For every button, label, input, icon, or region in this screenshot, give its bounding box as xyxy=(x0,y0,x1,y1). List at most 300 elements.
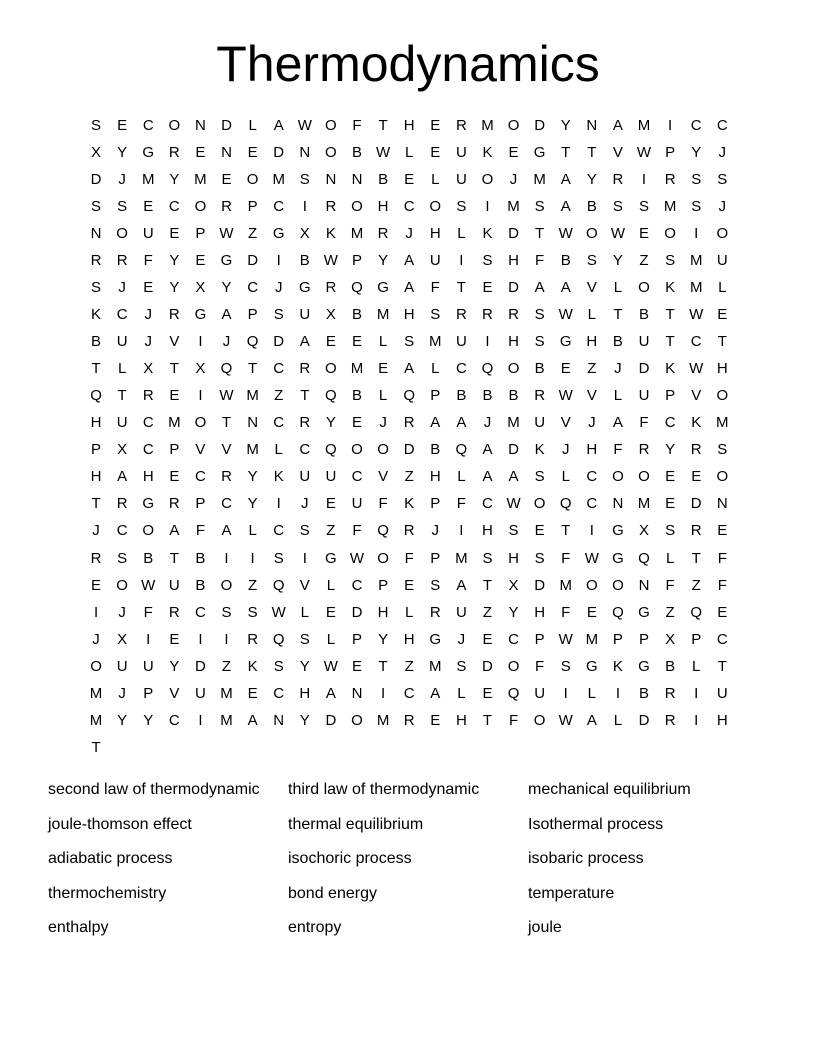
grid-letter[interactable]: J xyxy=(144,333,152,351)
grid-letter[interactable]: E xyxy=(143,198,154,216)
grid-letter[interactable]: W xyxy=(558,711,573,729)
grid-letter[interactable]: W xyxy=(323,252,338,270)
grid-letter[interactable]: J xyxy=(405,225,413,243)
grid-letter[interactable]: S xyxy=(273,306,284,324)
grid-letter[interactable]: B xyxy=(639,684,650,702)
grid-letter[interactable]: C xyxy=(586,495,598,513)
grid-letter[interactable]: F xyxy=(717,549,727,567)
grid-letter[interactable]: S xyxy=(534,333,545,351)
grid-letter[interactable]: B xyxy=(560,252,571,270)
grid-letter[interactable]: B xyxy=(612,333,623,351)
grid-letter[interactable]: S xyxy=(456,657,467,675)
grid-letter[interactable]: U xyxy=(455,603,467,621)
grid-letter[interactable]: E xyxy=(91,576,102,594)
grid-letter[interactable]: O xyxy=(377,441,389,459)
grid-letter[interactable]: I xyxy=(694,684,699,702)
grid-letter[interactable]: D xyxy=(325,711,337,729)
grid-letter[interactable]: E xyxy=(665,468,676,486)
grid-letter[interactable]: I xyxy=(589,522,594,540)
grid-letter[interactable]: E xyxy=(247,684,258,702)
grid-letter[interactable]: H xyxy=(455,711,467,729)
grid-letter[interactable]: P xyxy=(247,198,258,216)
grid-letter[interactable]: R xyxy=(690,441,702,459)
grid-letter[interactable]: R xyxy=(221,198,232,216)
grid-letter[interactable]: U xyxy=(638,333,650,351)
grid-letter[interactable]: P xyxy=(534,630,545,648)
grid-letter[interactable]: Y xyxy=(169,279,180,297)
grid-letter[interactable]: H xyxy=(534,603,546,621)
grid-letter[interactable]: F xyxy=(378,495,388,513)
grid-letter[interactable]: S xyxy=(560,657,571,675)
grid-letter[interactable]: I xyxy=(485,198,490,216)
grid-letter[interactable]: A xyxy=(586,711,597,729)
grid-letter[interactable]: C xyxy=(142,441,154,459)
grid-letter[interactable]: N xyxy=(247,414,259,432)
grid-letter[interactable]: U xyxy=(116,657,128,675)
grid-letter[interactable]: H xyxy=(403,117,415,134)
grid-letter[interactable]: W xyxy=(636,144,652,162)
grid-letter[interactable]: S xyxy=(117,549,128,567)
grid-letter[interactable]: T xyxy=(561,522,571,540)
grid-letter[interactable]: B xyxy=(639,306,650,324)
grid-letter[interactable]: E xyxy=(665,495,676,513)
grid-letter[interactable]: N xyxy=(195,117,206,134)
grid-letter[interactable]: D xyxy=(351,603,363,621)
grid-letter[interactable]: S xyxy=(482,252,493,270)
grid-letter[interactable]: E xyxy=(534,522,545,540)
grid-letter[interactable]: G xyxy=(638,657,650,675)
grid-letter[interactable]: S xyxy=(299,522,310,540)
grid-letter[interactable]: T xyxy=(665,306,675,324)
grid-letter[interactable]: Z xyxy=(248,576,258,594)
grid-letter[interactable]: S xyxy=(665,522,676,540)
grid-letter[interactable]: Z xyxy=(587,360,597,378)
grid-letter[interactable]: A xyxy=(612,414,623,432)
grid-letter[interactable]: L xyxy=(378,387,388,405)
grid-letter[interactable]: M xyxy=(689,279,703,297)
grid-letter[interactable]: R xyxy=(534,387,546,405)
grid-letter[interactable]: A xyxy=(456,576,467,594)
grid-letter[interactable]: O xyxy=(716,468,729,486)
grid-letter[interactable]: D xyxy=(638,360,650,378)
grid-letter[interactable]: A xyxy=(482,441,493,459)
grid-letter[interactable]: X xyxy=(91,144,102,162)
grid-letter[interactable]: T xyxy=(587,144,597,162)
grid-letter[interactable]: R xyxy=(90,549,102,567)
grid-letter[interactable]: H xyxy=(403,630,415,648)
grid-letter[interactable]: D xyxy=(690,495,702,513)
grid-letter[interactable]: T xyxy=(561,144,571,162)
grid-letter[interactable]: S xyxy=(299,630,310,648)
grid-letter[interactable]: R xyxy=(325,279,337,297)
grid-letter[interactable]: O xyxy=(664,225,676,243)
grid-letter[interactable]: T xyxy=(456,279,466,297)
grid-letter[interactable]: G xyxy=(272,225,285,243)
grid-letter[interactable]: T xyxy=(717,657,727,675)
grid-letter[interactable]: E xyxy=(325,603,336,621)
grid-letter[interactable]: G xyxy=(298,279,311,297)
grid-letter[interactable]: O xyxy=(507,360,520,378)
grid-letter[interactable]: E xyxy=(143,279,154,297)
grid-letter[interactable]: R xyxy=(168,603,180,621)
grid-letter[interactable]: I xyxy=(93,603,99,621)
grid-letter[interactable]: J xyxy=(118,603,126,621)
grid-letter[interactable]: J xyxy=(92,630,100,648)
grid-letter[interactable]: C xyxy=(168,711,180,729)
grid-letter[interactable]: C xyxy=(690,333,702,351)
grid-letter[interactable]: L xyxy=(665,549,675,567)
grid-letter[interactable]: R xyxy=(377,225,389,243)
grid-letter[interactable]: Z xyxy=(404,468,414,486)
grid-letter[interactable]: U xyxy=(716,252,728,270)
grid-letter[interactable]: J xyxy=(274,279,283,297)
grid-letter[interactable]: U xyxy=(299,468,311,486)
grid-letter[interactable]: O xyxy=(612,468,624,486)
grid-letter[interactable]: J xyxy=(118,279,126,297)
grid-letter[interactable]: O xyxy=(194,198,207,216)
grid-letter[interactable]: Y xyxy=(143,711,154,729)
grid-letter[interactable]: F xyxy=(535,657,545,675)
grid-letter[interactable]: Y xyxy=(247,468,258,486)
grid-letter[interactable]: S xyxy=(273,657,284,675)
grid-letter[interactable]: W xyxy=(323,657,338,675)
grid-letter[interactable]: Z xyxy=(691,576,701,594)
grid-letter[interactable]: A xyxy=(482,468,493,486)
grid-letter[interactable]: Y xyxy=(560,117,571,134)
grid-letter[interactable]: X xyxy=(508,576,519,594)
grid-letter[interactable]: V xyxy=(195,441,206,459)
grid-letter[interactable]: S xyxy=(639,198,650,216)
grid-letter[interactable]: F xyxy=(456,495,466,513)
grid-letter[interactable]: K xyxy=(612,657,623,675)
grid-letter[interactable]: Q xyxy=(325,441,337,459)
grid-letter[interactable]: E xyxy=(325,495,336,513)
grid-letter[interactable]: D xyxy=(403,441,415,459)
grid-letter[interactable]: O xyxy=(325,117,337,134)
grid-letter[interactable]: G xyxy=(325,549,337,567)
grid-letter[interactable]: B xyxy=(456,387,467,405)
grid-letter[interactable]: P xyxy=(351,630,362,648)
grid-letter[interactable]: C xyxy=(273,198,285,216)
grid-letter[interactable]: X xyxy=(117,441,128,459)
grid-letter[interactable]: P xyxy=(430,387,441,405)
grid-letter[interactable]: I xyxy=(459,522,464,540)
grid-letter[interactable]: Y xyxy=(665,441,676,459)
grid-letter[interactable]: O xyxy=(638,468,650,486)
grid-letter[interactable]: R xyxy=(90,252,102,270)
grid-letter[interactable]: R xyxy=(221,468,232,486)
grid-letter[interactable]: N xyxy=(612,495,624,513)
grid-letter[interactable]: M xyxy=(481,117,494,134)
grid-letter[interactable]: I xyxy=(198,630,203,648)
grid-letter[interactable]: F xyxy=(561,603,571,621)
grid-letter[interactable]: D xyxy=(534,117,546,134)
grid-letter[interactable]: M xyxy=(559,576,572,594)
grid-letter[interactable]: Q xyxy=(559,495,572,513)
grid-letter[interactable]: J xyxy=(92,522,100,540)
grid-letter[interactable]: A xyxy=(534,279,545,297)
grid-letter[interactable]: I xyxy=(694,711,699,729)
grid-letter[interactable]: F xyxy=(143,603,153,621)
grid-letter[interactable]: Q xyxy=(325,387,337,405)
grid-letter[interactable]: G xyxy=(429,630,442,648)
grid-letter[interactable]: W xyxy=(558,387,573,405)
grid-letter[interactable]: E xyxy=(586,603,597,621)
grid-letter[interactable]: V xyxy=(378,468,389,486)
grid-letter[interactable]: C xyxy=(116,522,128,540)
grid-letter[interactable]: L xyxy=(613,279,623,297)
grid-letter[interactable]: P xyxy=(195,495,206,513)
grid-letter[interactable]: C xyxy=(273,684,285,702)
grid-letter[interactable]: V xyxy=(691,387,702,405)
grid-letter[interactable]: C xyxy=(195,468,206,486)
grid-letter[interactable]: J xyxy=(718,144,727,162)
grid-letter[interactable]: C xyxy=(195,603,206,621)
grid-letter[interactable]: G xyxy=(142,495,155,513)
grid-letter[interactable]: S xyxy=(91,198,102,216)
grid-letter[interactable]: O xyxy=(116,576,128,594)
grid-letter[interactable]: F xyxy=(404,549,414,567)
grid-letter[interactable]: C xyxy=(273,360,285,378)
grid-letter[interactable]: G xyxy=(194,306,207,324)
grid-letter[interactable]: S xyxy=(273,549,284,567)
grid-letter[interactable]: U xyxy=(351,495,363,513)
grid-letter[interactable]: E xyxy=(169,468,180,486)
grid-letter[interactable]: E xyxy=(325,333,336,351)
grid-letter[interactable]: T xyxy=(482,711,493,729)
grid-letter[interactable]: E xyxy=(691,468,702,486)
grid-letter[interactable]: U xyxy=(195,684,206,702)
grid-letter[interactable]: R xyxy=(168,495,180,513)
grid-letter[interactable]: L xyxy=(326,630,336,648)
grid-letter[interactable]: R xyxy=(116,252,128,270)
grid-letter[interactable]: Z xyxy=(326,522,336,540)
grid-letter[interactable]: Q xyxy=(377,522,389,540)
grid-letter[interactable]: J xyxy=(718,198,727,216)
grid-letter[interactable]: E xyxy=(221,171,232,189)
grid-letter[interactable]: S xyxy=(717,171,728,189)
grid-letter[interactable]: Y xyxy=(508,603,519,621)
grid-letter[interactable]: P xyxy=(430,549,441,567)
grid-letter[interactable]: C xyxy=(403,198,415,216)
grid-letter[interactable]: R xyxy=(299,360,311,378)
grid-letter[interactable]: J xyxy=(588,414,596,432)
grid-letter[interactable]: E xyxy=(430,711,441,729)
grid-letter[interactable]: C xyxy=(482,495,493,513)
grid-letter[interactable]: J xyxy=(222,333,231,351)
grid-letter[interactable]: A xyxy=(404,360,415,378)
grid-letter[interactable]: Z xyxy=(404,657,414,675)
grid-letter[interactable]: V xyxy=(169,684,180,702)
grid-letter[interactable]: T xyxy=(691,549,701,567)
grid-letter[interactable]: Y xyxy=(691,144,702,162)
grid-letter[interactable]: Y xyxy=(169,252,180,270)
grid-letter[interactable]: D xyxy=(482,657,493,675)
grid-letter[interactable]: S xyxy=(456,198,467,216)
grid-letter[interactable]: M xyxy=(220,711,233,729)
grid-letter[interactable]: G xyxy=(142,144,155,162)
grid-letter[interactable]: L xyxy=(431,360,440,378)
grid-letter[interactable]: K xyxy=(325,225,336,243)
grid-letter[interactable]: H xyxy=(377,198,389,216)
grid-letter[interactable]: I xyxy=(615,684,620,702)
grid-letter[interactable]: L xyxy=(117,360,127,378)
grid-letter[interactable]: L xyxy=(561,468,570,486)
grid-letter[interactable]: E xyxy=(482,279,493,297)
grid-letter[interactable]: S xyxy=(534,549,545,567)
grid-letter[interactable]: R xyxy=(612,171,624,189)
grid-letter[interactable]: P xyxy=(430,495,441,513)
grid-letter[interactable]: E xyxy=(117,117,128,134)
grid-letter[interactable]: L xyxy=(248,117,257,134)
grid-letter[interactable]: H xyxy=(716,711,728,729)
grid-letter[interactable]: O xyxy=(194,414,207,432)
grid-letter[interactable]: N xyxy=(299,144,311,162)
grid-letter[interactable]: F xyxy=(639,414,649,432)
grid-letter[interactable]: T xyxy=(169,549,179,567)
grid-letter[interactable]: N xyxy=(716,495,728,513)
grid-letter[interactable]: E xyxy=(430,117,441,134)
grid-letter[interactable]: S xyxy=(482,549,493,567)
grid-letter[interactable]: B xyxy=(351,306,362,324)
grid-letter[interactable]: S xyxy=(404,333,415,351)
grid-letter[interactable]: V xyxy=(299,576,310,594)
grid-letter[interactable]: L xyxy=(613,711,623,729)
grid-letter[interactable]: Q xyxy=(90,387,102,405)
grid-letter[interactable]: D xyxy=(508,279,519,297)
grid-letter[interactable]: N xyxy=(325,171,337,189)
grid-letter[interactable]: V xyxy=(221,441,232,459)
grid-letter[interactable]: D xyxy=(273,144,285,162)
grid-letter[interactable]: Q xyxy=(612,603,624,621)
grid-letter[interactable]: S xyxy=(534,198,545,216)
grid-letter[interactable]: E xyxy=(169,630,180,648)
grid-letter[interactable]: H xyxy=(299,684,311,702)
grid-letter[interactable]: G xyxy=(612,522,624,540)
grid-letter[interactable]: E xyxy=(195,252,206,270)
grid-letter[interactable]: I xyxy=(302,198,307,216)
grid-letter[interactable]: E xyxy=(717,522,728,540)
grid-letter[interactable]: U xyxy=(534,684,546,702)
grid-letter[interactable]: H xyxy=(508,252,519,270)
grid-letter[interactable]: R xyxy=(664,711,676,729)
grid-letter[interactable]: T xyxy=(169,360,179,378)
grid-letter[interactable]: N xyxy=(351,684,363,702)
grid-letter[interactable]: W xyxy=(610,225,625,243)
grid-letter[interactable]: O xyxy=(325,144,337,162)
grid-letter[interactable]: C xyxy=(403,684,415,702)
grid-letter[interactable]: E xyxy=(169,387,180,405)
grid-letter[interactable]: T xyxy=(91,360,101,378)
grid-letter[interactable]: J xyxy=(144,306,152,324)
grid-letter[interactable]: P xyxy=(378,576,389,594)
grid-letter[interactable]: J xyxy=(483,414,492,432)
grid-letter[interactable]: U xyxy=(429,252,441,270)
grid-letter[interactable]: S xyxy=(430,576,441,594)
grid-letter[interactable]: O xyxy=(142,522,155,540)
grid-letter[interactable]: X xyxy=(143,360,154,378)
grid-letter[interactable]: V xyxy=(612,144,623,162)
grid-letter[interactable]: C xyxy=(351,576,363,594)
grid-letter[interactable]: F xyxy=(352,522,362,540)
grid-letter[interactable]: L xyxy=(248,522,257,540)
grid-letter[interactable]: O xyxy=(168,117,181,134)
grid-letter[interactable]: V xyxy=(169,333,180,351)
grid-letter[interactable]: U xyxy=(142,225,154,243)
grid-letter[interactable]: X xyxy=(117,630,128,648)
grid-letter[interactable]: I xyxy=(198,387,203,405)
grid-letter[interactable]: M xyxy=(246,387,259,405)
grid-letter[interactable]: R xyxy=(168,144,180,162)
grid-letter[interactable]: O xyxy=(90,657,102,675)
grid-letter[interactable]: M xyxy=(429,333,442,351)
grid-letter[interactable]: F xyxy=(613,441,623,459)
grid-letter[interactable]: A xyxy=(404,252,415,270)
grid-letter[interactable]: C xyxy=(508,630,519,648)
grid-letter[interactable]: U xyxy=(116,333,128,351)
grid-letter[interactable]: J xyxy=(561,441,570,459)
grid-letter[interactable]: H xyxy=(716,360,728,378)
grid-letter[interactable]: M xyxy=(220,684,233,702)
grid-letter[interactable]: A xyxy=(221,306,232,324)
grid-letter[interactable]: I xyxy=(146,630,151,648)
grid-letter[interactable]: Z xyxy=(221,657,232,675)
grid-letter[interactable]: Q xyxy=(351,279,363,297)
grid-letter[interactable]: C xyxy=(586,468,598,486)
grid-letter[interactable]: W xyxy=(506,495,521,513)
grid-letter[interactable]: E xyxy=(351,657,362,675)
grid-letter[interactable]: B xyxy=(534,360,545,378)
grid-letter[interactable]: N xyxy=(273,711,285,729)
grid-letter[interactable]: M xyxy=(194,171,207,189)
grid-letter[interactable]: P xyxy=(665,387,676,405)
grid-letter[interactable]: I xyxy=(224,549,229,567)
grid-letter[interactable]: A xyxy=(560,279,571,297)
grid-letter[interactable]: L xyxy=(587,306,596,324)
grid-letter[interactable]: H xyxy=(429,225,441,243)
grid-letter[interactable]: O xyxy=(377,549,389,567)
grid-letter[interactable]: O xyxy=(351,441,363,459)
grid-letter[interactable]: C xyxy=(273,522,285,540)
grid-letter[interactable]: D xyxy=(247,252,259,270)
grid-letter[interactable]: S xyxy=(534,306,545,324)
grid-letter[interactable]: Y xyxy=(117,711,128,729)
grid-letter[interactable]: H xyxy=(586,441,598,459)
grid-letter[interactable]: T xyxy=(482,576,493,594)
grid-letter[interactable]: M xyxy=(246,441,259,459)
grid-letter[interactable]: R xyxy=(508,306,519,324)
grid-letter[interactable]: J xyxy=(118,684,126,702)
grid-letter[interactable]: R xyxy=(325,198,337,216)
grid-letter[interactable]: H xyxy=(586,333,598,351)
grid-letter[interactable]: R xyxy=(247,630,259,648)
grid-letter[interactable]: Q xyxy=(690,603,703,621)
grid-letter[interactable]: K xyxy=(665,279,676,297)
grid-letter[interactable]: I xyxy=(224,630,229,648)
grid-letter[interactable]: U xyxy=(142,657,154,675)
grid-letter[interactable]: O xyxy=(481,171,494,189)
grid-letter[interactable]: O xyxy=(351,198,363,216)
grid-letter[interactable]: P xyxy=(247,306,258,324)
grid-letter[interactable]: B xyxy=(299,252,310,270)
grid-letter[interactable]: K xyxy=(691,414,702,432)
grid-letter[interactable]: E xyxy=(247,144,258,162)
grid-letter[interactable]: I xyxy=(485,333,490,351)
grid-letter[interactable]: V xyxy=(586,387,597,405)
grid-letter[interactable]: H xyxy=(90,468,102,486)
grid-letter[interactable]: T xyxy=(378,657,388,675)
grid-letter[interactable]: T xyxy=(300,387,310,405)
